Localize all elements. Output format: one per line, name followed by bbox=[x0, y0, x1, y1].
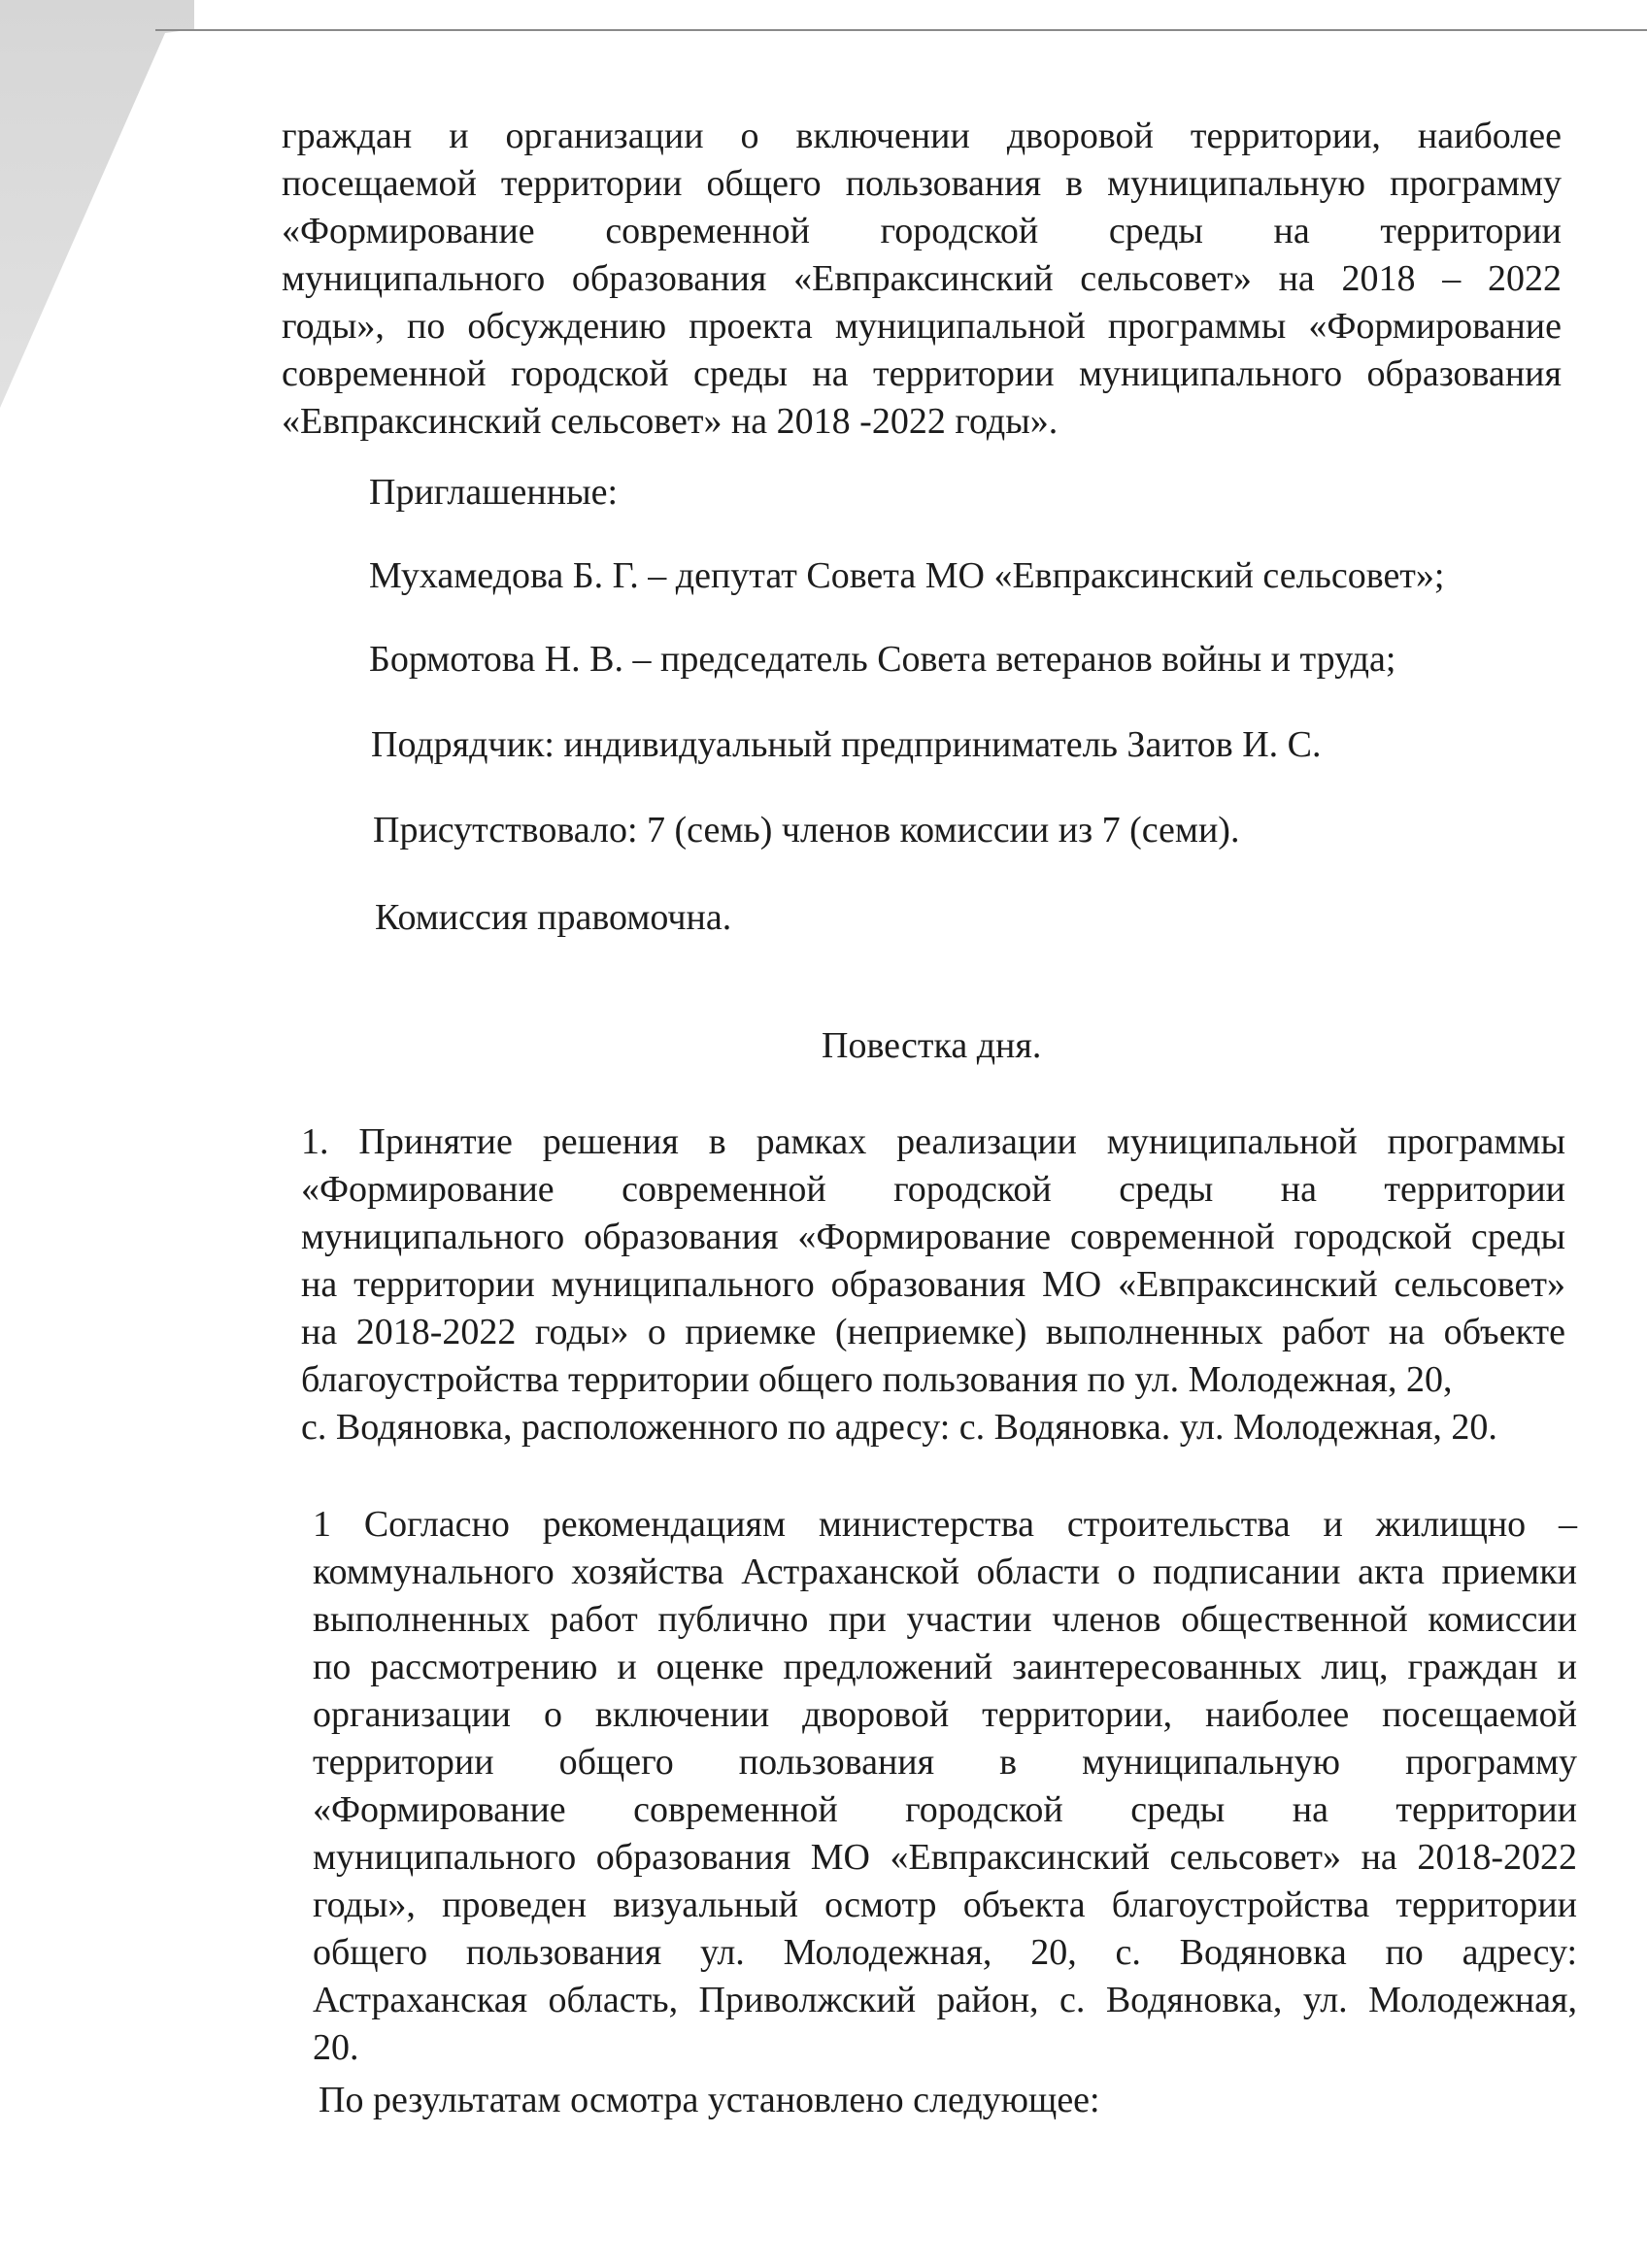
attendance-line: Присутствовало: 7 (семь) членов комиссии из 7 (семи). bbox=[373, 810, 1240, 850]
contractor-line: Подрядчик: индивидуальный предприниматель Заитов И. С. bbox=[371, 724, 1322, 765]
intro-line: «Формирование современной городской среды на территории bbox=[282, 211, 1562, 251]
agenda-item-1 bbox=[301, 1118, 1565, 1451]
invited-heading: Приглашенные: bbox=[369, 472, 619, 513]
section-line: коммунального хозяйства Астраханской области о подписании акта приемки bbox=[313, 1551, 1577, 1592]
agenda-line: на территории муниципального образования МО «Евпраксинский сельсовет» bbox=[301, 1264, 1565, 1305]
section-line: муниципального образования МО «Евпраксинский сельсовет» на 2018-2022 bbox=[313, 1837, 1577, 1878]
section-line: 1 Согласно рекомендациям министерства строительства и жилищно – bbox=[313, 1504, 1577, 1545]
agenda-line: «Формирование современной городской среды на территории bbox=[301, 1169, 1565, 1210]
section-line: Астраханская область, Приволжский район, с. Водяновка, ул. Молодежная, bbox=[313, 1980, 1577, 2020]
intro-line: годы», по обсуждению проекта муниципальной программы «Формирование bbox=[282, 306, 1562, 347]
section-1-paragraph bbox=[313, 1501, 1577, 2072]
intro-line: муниципального образования «Евпраксинский сельсовет» на 2018 – 2022 bbox=[282, 258, 1562, 299]
section-line: годы», проведен визуальный осмотр объекта благоустройства территории bbox=[313, 1884, 1577, 1925]
agenda-line: 1. Принятие решения в рамках реализации муниципальной программы bbox=[301, 1121, 1565, 1162]
section-line: организации о включении дворовой территории, наиболее посещаемой bbox=[313, 1694, 1577, 1735]
intro-line: современной городской среды на территории муниципального образования bbox=[282, 353, 1562, 394]
agenda-line: на 2018-2022 годы» о приемке (неприемке) выполненных работ на объекте bbox=[301, 1312, 1565, 1352]
intro-paragraph bbox=[282, 113, 1562, 446]
invited-person-2: Бормотова Н. В. – председатель Совета ветеранов войны и труда; bbox=[369, 639, 1396, 680]
invited-person-1: Мухамедова Б. Г. – депутат Совета МО «Евпраксинский сельсовет»; bbox=[369, 555, 1445, 596]
section-line: по рассмотрению и оценке предложений заинтересованных лиц, граждан и bbox=[313, 1647, 1577, 1687]
section-line: выполненных работ публично при участии членов общественной комиссии bbox=[313, 1599, 1577, 1640]
intro-line: граждан и организации о включении дворовой территории, наиболее bbox=[282, 116, 1562, 156]
section-line: 20. bbox=[313, 2027, 359, 2068]
intro-line: посещаемой территории общего пользования в муниципальную программу bbox=[282, 163, 1562, 204]
section-line: «Формирование современной городской среды на территории bbox=[313, 1789, 1577, 1830]
agenda-line: с. Водяновка, расположенного по адресу: с. Водяновка. ул. Молодежная, 20. bbox=[301, 1407, 1497, 1448]
section-line: общего пользования ул. Молодежная, 20, с. Водяновка по адресу: bbox=[313, 1932, 1577, 1973]
section-line: территории общего пользования в муниципальную программу bbox=[313, 1742, 1577, 1783]
agenda-title: Повестка дня. bbox=[822, 1025, 1042, 1066]
quorum-line: Комиссия правомочна. bbox=[375, 897, 732, 938]
results-intro: По результатам осмотра установлено следующее: bbox=[319, 2080, 1100, 2120]
agenda-line: благоустройства территории общего пользования по ул. Молодежная, 20, bbox=[301, 1359, 1453, 1400]
agenda-line: муниципального образования «Формирование современной городской среды bbox=[301, 1217, 1565, 1257]
intro-line: «Евпраксинский сельсовет» на 2018 -2022 годы». bbox=[282, 401, 1059, 442]
